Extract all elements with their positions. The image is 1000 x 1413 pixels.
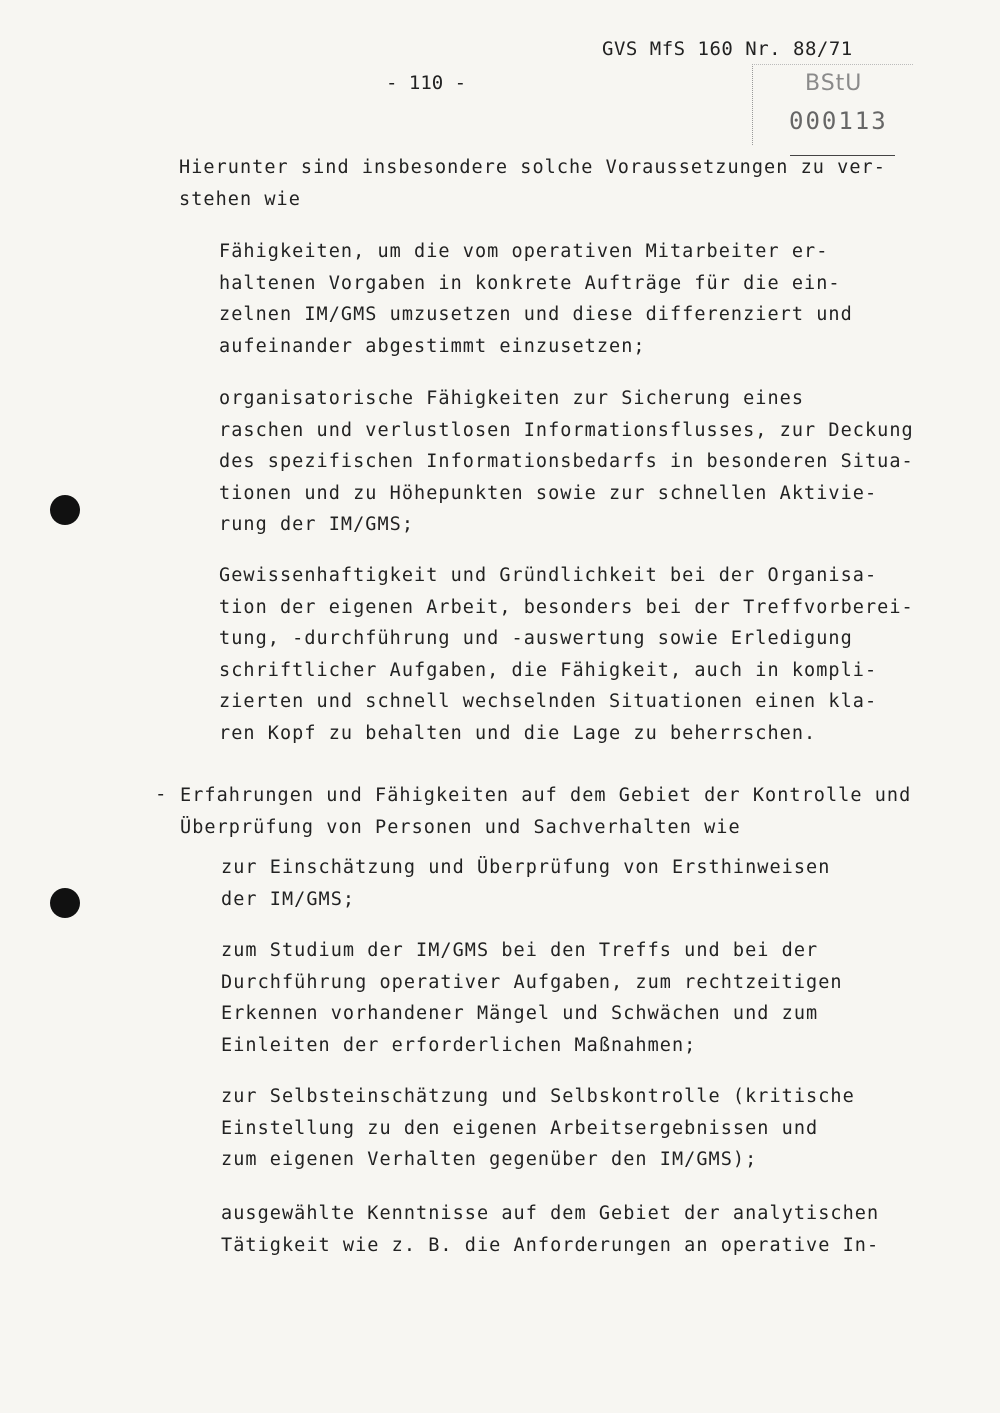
paragraph [179, 152, 886, 215]
stamp-name: BStU [805, 71, 863, 96]
text-line: zum Studium der IM/GMS bei den Treffs und bei der [221, 940, 819, 961]
punch-hole [50, 495, 80, 525]
list-bullet: - [155, 783, 167, 805]
text-line: Fähigkeiten, um die vom operativen Mitarbeiter er- [219, 241, 829, 262]
paragraph [180, 780, 911, 843]
text-line: stehen wie [179, 188, 301, 210]
text-line: des spezifischen Informationsbedarfs in besonderen Situa- [219, 451, 914, 472]
paragraph [221, 1081, 855, 1176]
archive-stamp [752, 64, 913, 145]
text-line: zur Selbsteinschätzung und Selbskontrolle (kritische [221, 1086, 855, 1107]
stamp-number: 000113 [789, 107, 888, 135]
text-line: Erkennen vorhandener Mängel und Schwächen und zum [221, 1003, 819, 1024]
text-line: zur Einschätzung und Überprüfung von Ersthinweisen [221, 857, 831, 878]
text-line: der IM/GMS; [221, 888, 356, 910]
text-line: zierten und schnell wechselnden Situationen einen kla- [219, 691, 878, 712]
text-line: organisatorische Fähigkeiten zur Sicherung eines [219, 388, 805, 409]
text-line: Einleiten der erforderlichen Maßnahmen; [221, 1034, 697, 1056]
text-line: schriftlicher Aufgaben, die Fähigkeit, auch in kompli- [219, 659, 878, 681]
text-line: Durchführung operativer Aufgaben, zum rechtzeitigen [221, 971, 843, 993]
paragraph [219, 560, 914, 749]
text-line: ren Kopf zu behalten und die Lage zu beherrschen. [219, 722, 817, 744]
text-line: tion der eigenen Arbeit, besonders bei der Treffvorberei- [219, 596, 914, 618]
paragraph [219, 236, 853, 362]
text-line: raschen und verlustlosen Informationsflusses, zur Deckung [219, 419, 914, 441]
page-number: - 110 - [386, 72, 467, 94]
paragraph [221, 1198, 879, 1261]
paragraph [219, 383, 914, 541]
document-reference: GVS MfS 160 Nr. 88/71 [602, 38, 853, 60]
text-line: Gewissenhaftigkeit und Gründlichkeit bei der Organisa- [219, 565, 878, 586]
paragraph [221, 935, 843, 1061]
text-line: tung, -durchführung und -auswertung sowie Erledigung [219, 628, 853, 649]
text-line: rung der IM/GMS; [219, 514, 415, 535]
paragraph [221, 852, 830, 915]
text-line: zelnen IM/GMS umzusetzen und diese differenziert und [219, 304, 853, 325]
text-line: Erfahrungen und Fähigkeiten auf dem Gebiet der Kontrolle und [180, 785, 912, 806]
text-line: Hierunter sind insbesondere solche Voraussetzungen zu ver- [179, 157, 886, 178]
text-line: haltenen Vorgaben in konkrete Aufträge für die ein- [219, 272, 841, 294]
text-line: Tätigkeit wie z. B. die Anforderungen an operative In- [221, 1234, 880, 1256]
text-line: tionen und zu Höhepunkten sowie zur schnellen Aktivie- [219, 482, 878, 504]
punch-hole [50, 888, 80, 918]
text-line: aufeinander abgestimmt einzusetzen; [219, 335, 646, 357]
text-line: zum eigenen Verhalten gegenüber den IM/GMS); [221, 1149, 758, 1170]
text-line: ausgewählte Kenntnisse auf dem Gebiet der analytischen [221, 1203, 880, 1224]
text-line: Einstellung zu den eigenen Arbeitsergebnissen und [221, 1117, 819, 1139]
text-line: Überprüfung von Personen und Sachverhalten wie [180, 816, 741, 838]
